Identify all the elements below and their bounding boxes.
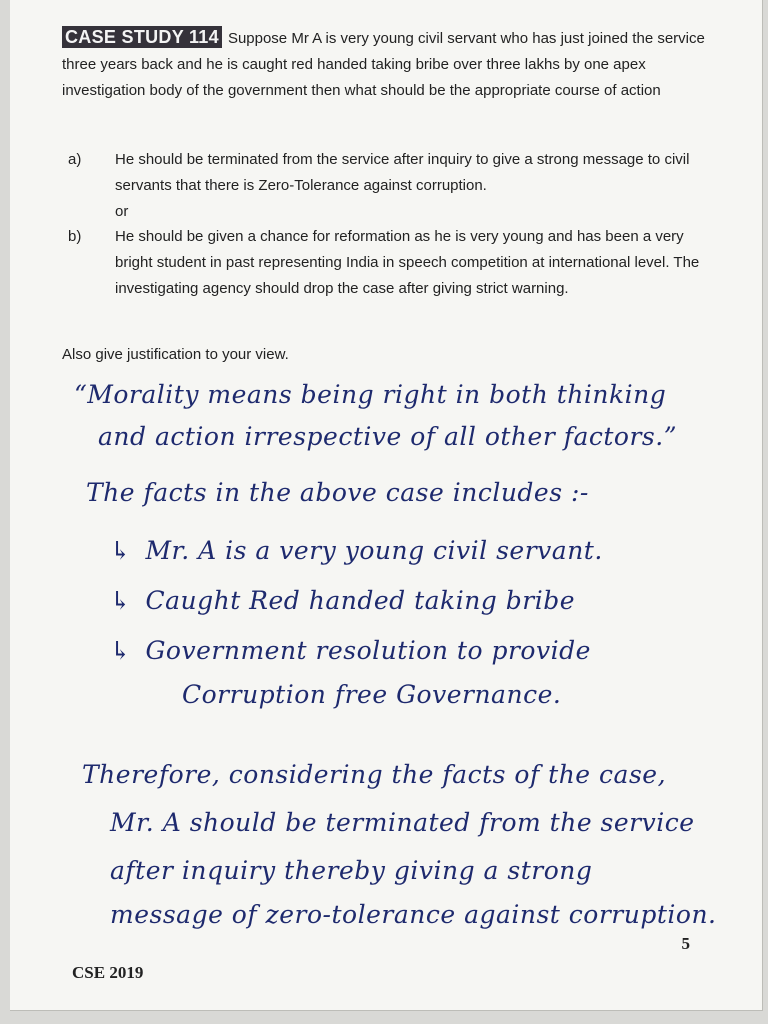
- fact-text: Caught Red handed taking bribe: [145, 586, 576, 615]
- question-paragraph: [62, 26, 712, 104]
- option-a-letter: a): [68, 151, 82, 168]
- option-a-text: He should be terminated from the service after inquiry to give a strong message to civil servants that there is Zero-Tolerance against corruption.: [115, 151, 690, 194]
- document-page: [10, 0, 763, 1011]
- page-number: 5: [681, 934, 690, 953]
- fact-item: [110, 586, 575, 615]
- facts-intro: The facts in the above case includes :-: [86, 478, 589, 507]
- conclusion-line-3: after inquiry thereby giving a strong: [110, 856, 593, 885]
- answer-quote-line-1: “Morality means being right in both thinking: [74, 380, 667, 409]
- option-b-text: He should be given a chance for reformation as he is very young and has been a very bright student in past representing India in speech competition at international level. The investigating agency should drop the case after giving strict warning.: [115, 228, 700, 297]
- answer-quote-line-2: and action irrespective of all other factors.”: [98, 422, 677, 451]
- fact-continuation: Corruption free Governance.: [182, 680, 562, 709]
- option-connector: or: [115, 203, 129, 220]
- fact-item: [110, 636, 591, 665]
- fact-item: [110, 536, 603, 565]
- arrow-icon: ↳: [110, 586, 132, 615]
- arrow-icon: ↳: [110, 536, 132, 565]
- arrow-icon: ↳: [110, 636, 132, 665]
- case-study-badge: CASE STUDY 114: [62, 26, 222, 48]
- question-text: Suppose Mr A is very young civil servant who has just joined the service three years back and he is caught red handed taking bribe over three lakhs by one apex investigation body of the government then what should be the appropriate course of action: [62, 30, 705, 99]
- fact-text: Mr. A is a very young civil servant.: [145, 536, 603, 565]
- source-label: CSE 2019: [72, 963, 144, 982]
- justification-prompt: Also give justification to your view.: [62, 346, 289, 363]
- fact-text: Government resolution to provide: [145, 636, 591, 665]
- conclusion-line-1: Therefore, considering the facts of the case,: [82, 760, 667, 789]
- conclusion-line-4: message of zero-tolerance against corruption.: [110, 900, 717, 929]
- conclusion-line-2: Mr. A should be terminated from the service: [110, 808, 695, 837]
- option-b-letter: b): [68, 228, 82, 245]
